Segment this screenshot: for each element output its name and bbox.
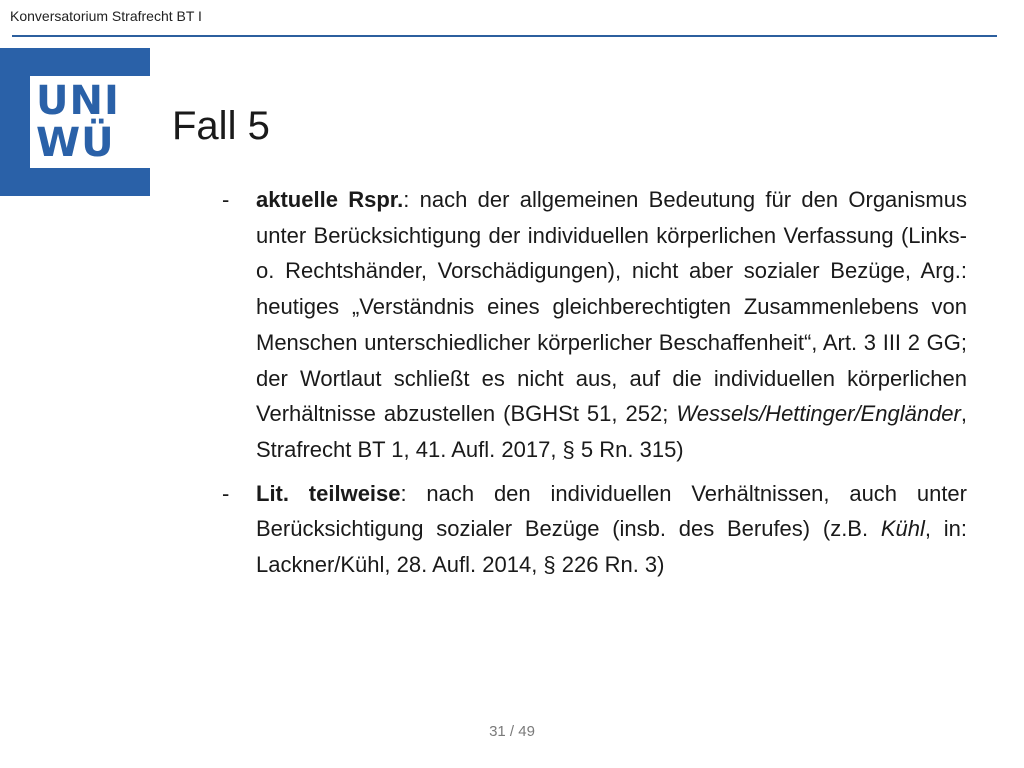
logo-inner-panel <box>30 76 150 168</box>
logo-text <box>36 80 120 164</box>
bullet-1-author: Wessels/Hettinger/Engländer <box>676 401 961 427</box>
slide-content <box>222 182 967 591</box>
header-title: Konversatorium Strafrecht BT I <box>10 8 202 24</box>
bullet-1-text: : nach der allgemeinen Bedeutung für den Organismus unter Berücksichtigung der individuellen körperlichen Verfassung (Links- o. Rechtshänder, Vorschädigungen), nicht aber sozialer Bezüge, Arg.: heutiges „Verständnis eines gleichberechtigten Zusammenlebens von Menschen unterschiedlicher körperlicher Beschaffenheit“, Art. 3 III 2 GG; der Wortlaut schließt es nicht aus, auf die individuellen körperlichen Verhältnisse abzustellen (BGHSt 51, 252; <box>256 187 967 427</box>
slide-title: Fall 5 <box>172 104 270 148</box>
bullet-1-lead: aktuelle Rspr. <box>256 187 404 212</box>
bullet-1-citation: , Strafrecht BT 1, 41. Aufl. 2017, § 5 Rn. 315) <box>256 401 967 462</box>
bullet-item-2 <box>222 476 967 583</box>
header-divider <box>12 35 997 37</box>
university-logo <box>0 48 150 196</box>
page-number: 31 / 49 <box>489 723 535 740</box>
logo-line-1: UNI <box>36 78 120 124</box>
dash-bullet-icon: - <box>222 187 230 212</box>
logo-line-2: WÜ <box>36 120 115 166</box>
bullet-2-text: : nach den individuellen Verhältnissen, auch unter Berücksichtigung sozialer Bezüge (insb. des Berufes) (z.B. <box>256 480 967 542</box>
bullet-2-author: Kühl <box>880 516 925 542</box>
bullet-2-citation: , in: Lackner/Kühl, 28. Aufl. 2014, § 226 Rn. 3) <box>256 516 967 578</box>
bullet-item-1 <box>222 182 967 468</box>
bullet-2-lead: Lit. teilweise <box>256 480 401 506</box>
dash-bullet-icon: - <box>222 480 230 506</box>
